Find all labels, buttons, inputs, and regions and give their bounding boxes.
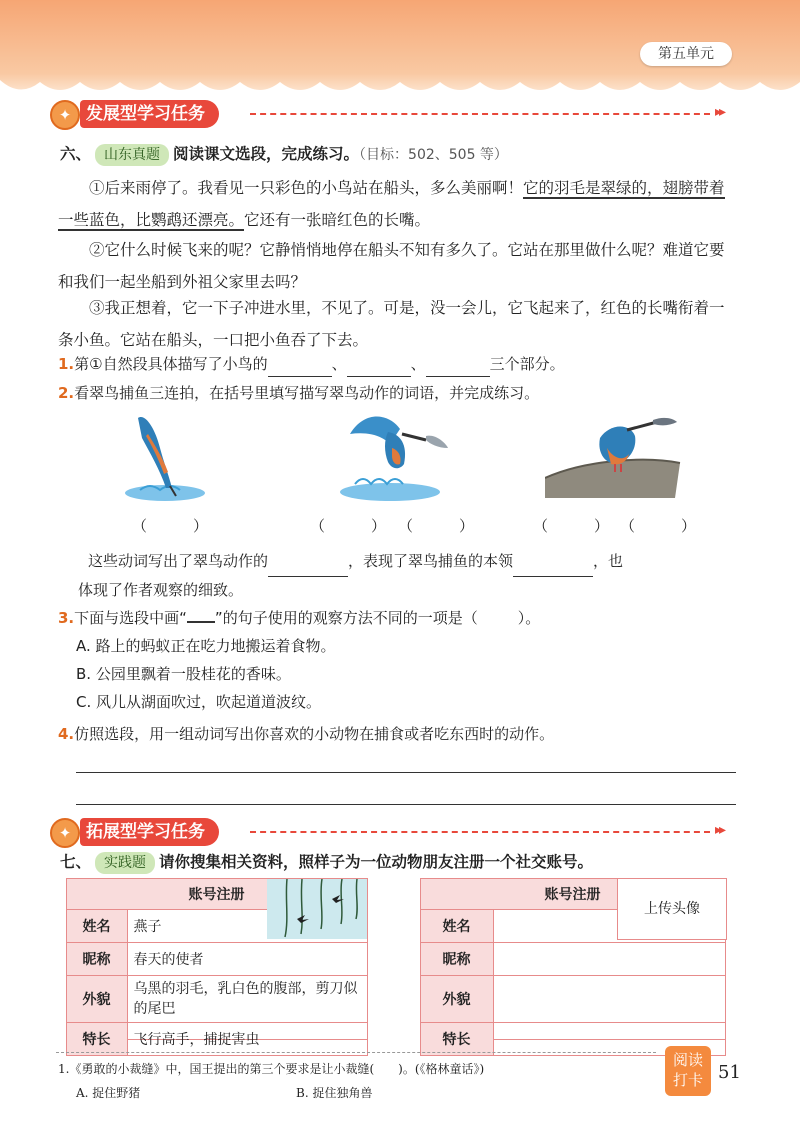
kingfisher-dive-illustration <box>120 408 210 503</box>
card1-label-appearance: 外貌 <box>66 975 127 1022</box>
q1-text-end: 三个部分。 <box>489 355 565 373</box>
q3-option-c[interactable]: C. 风儿从湖面吹过，吹起道道波纹。 <box>76 693 322 711</box>
unit-tag: 第五单元 <box>640 42 732 66</box>
sample-account-card <box>66 878 368 1048</box>
banner-dash-line <box>250 831 710 833</box>
underline-sample <box>187 621 215 623</box>
q7-heading <box>60 850 760 874</box>
banner-title: 拓展型学习任务 <box>80 818 219 846</box>
q3-number: 3. <box>58 609 75 627</box>
q6-target: （目标：502、505 等） <box>359 147 508 163</box>
q3 <box>58 606 758 630</box>
lightbulb-icon: ✦ <box>50 818 80 848</box>
header-scallop <box>0 70 800 100</box>
q6-tag: 山东真题 <box>95 144 169 166</box>
answer-paren-5[interactable] <box>620 515 696 536</box>
footer-option-a[interactable]: A. 捉住野猪 <box>76 1086 141 1100</box>
passage-p1 <box>58 172 738 236</box>
q3-text-b: ”的句子使用的观察方法不同的一项是（ <box>214 609 478 627</box>
q6-heading <box>60 142 760 166</box>
answer-paren-3[interactable] <box>398 515 474 536</box>
checkin-line-1: 阅读 <box>672 1051 703 1069</box>
q4 <box>58 722 758 746</box>
q1-number: 1. <box>58 355 75 373</box>
paren-open: （ <box>620 517 636 535</box>
blank-account-card <box>420 878 726 1048</box>
q1-blank-3[interactable] <box>426 352 490 377</box>
card1-title: 账号注册 <box>66 878 367 909</box>
kingfisher-catch-illustration <box>330 404 470 504</box>
paren-open: （ <box>132 517 148 535</box>
q2-number: 2. <box>58 384 75 402</box>
q6-instruction: 阅读课文选段，完成练习。 <box>173 145 360 163</box>
p1-text-a: ①后来雨停了。我看见一只彩色的小鸟站在船头，多么美丽啊！ <box>89 179 524 197</box>
banner-title: 发展型学习任务 <box>80 100 219 128</box>
q4-answer-line-1[interactable] <box>76 772 736 773</box>
card1-label-skill: 特长 <box>66 1022 127 1055</box>
q4-text: 仿照选段，用一组动词写出你喜欢的小动物在捕食或者吃东西时的动作。 <box>74 725 555 743</box>
checkin-line-2: 打卡 <box>672 1071 703 1089</box>
card2-label-skill: 特长 <box>420 1022 493 1055</box>
paren-open: （ <box>398 517 414 535</box>
q2 <box>58 381 758 405</box>
paren-close: ） <box>371 517 387 535</box>
card2-input-appearance[interactable] <box>493 975 725 1022</box>
q6-number: 六、 <box>60 145 92 163</box>
q2-fill-sentence <box>58 546 748 577</box>
paren-close: ） <box>459 517 475 535</box>
q2-fill-text-a: 这些动词写出了翠鸟动作的 <box>88 552 269 570</box>
passage-p2: ②它什么时候飞来的呢？它静悄悄地停在船头不知有多久了。它站在那里做什么呢？难道它要和我们一起坐船到外祖父家里去吗？ <box>58 241 725 291</box>
q3-option-a[interactable]: A. 路上的蚂蚁正在吃力地搬运着食物。 <box>76 637 336 655</box>
q2-blank-1[interactable] <box>268 546 348 577</box>
card2-label-appearance: 外貌 <box>420 975 493 1022</box>
paren-close: ） <box>594 517 610 535</box>
q4-answer-line-2[interactable] <box>76 804 736 805</box>
swallow-willow-picture <box>267 879 367 939</box>
q3-text-a: 下面与选段中画“ <box>74 609 187 627</box>
p1-text-d: 它还有一张暗红色的长嘴。 <box>244 211 431 229</box>
reading-checkin-badge[interactable] <box>665 1046 711 1096</box>
answer-paren-1[interactable] <box>132 515 208 536</box>
q2-fill-line2: 体现了作者观察的细致。 <box>78 581 244 599</box>
section-banner-develop <box>50 100 740 128</box>
q1-text: 第①自然段具体描写了小鸟的 <box>74 355 268 373</box>
q7-tag: 实践题 <box>95 852 155 874</box>
answer-paren-2[interactable] <box>310 515 386 536</box>
q3-option-b[interactable]: B. 公园里飘着一股桂花的香味。 <box>76 665 291 683</box>
card1-value-skill: 飞行高手，捕捉害虫 <box>127 1022 367 1055</box>
q1-blank-1[interactable] <box>268 352 332 377</box>
q1 <box>58 352 758 377</box>
paren-close: ） <box>193 517 209 535</box>
card2-input-nickname[interactable] <box>493 942 725 975</box>
paren-open: （ <box>533 517 549 535</box>
upload-avatar-box[interactable]: 上传头像 <box>617 878 727 940</box>
kingfisher-perch-illustration <box>545 408 685 500</box>
card1-value-nickname: 春天的使者 <box>127 942 367 975</box>
card2-title: 账号注册 <box>420 878 725 909</box>
p1-underlined-c: 翅膀带着一些蓝色，比鹦鹉还漂亮。 <box>58 179 725 229</box>
paren-open: （ <box>310 517 326 535</box>
footer-divider <box>56 1052 656 1053</box>
card1-value-appearance: 乌黑的羽毛，乳白色的腹部，剪刀似的尾巴 <box>127 975 367 1022</box>
q1-sep: 、 <box>410 355 426 373</box>
q4-number: 4. <box>58 725 75 743</box>
banner-dash-line <box>250 113 710 115</box>
q2-fill-text-b: ，表现了翠鸟捕鱼的本领 <box>348 552 514 570</box>
q2-blank-2[interactable] <box>513 546 593 577</box>
passage-p3: ③我正想着，它一下子冲进水里，不见了。可是，没一会儿，它飞起来了，红色的长嘴衔着一条小鱼。它站在船头，一口把小鱼吞了下去。 <box>58 299 725 349</box>
footer-question: 1.《勇敢的小裁缝》中，国王提出的第三个要求是让小裁缝( )。(《格林童话》) <box>58 1062 485 1076</box>
card1-value-name: 燕子 <box>127 909 367 942</box>
q7-instruction: 请你搜集相关资料，照样子为一位动物朋友注册一个社交账号。 <box>159 853 594 871</box>
card2-label-nickname: 昵称 <box>420 942 493 975</box>
paren-close: ） <box>681 517 697 535</box>
q2-fill-text-c: ，也 <box>593 552 624 570</box>
card1-label-nickname: 昵称 <box>66 942 127 975</box>
q3-text-c: ）。 <box>517 609 541 627</box>
double-arrow-icon: ▸▸ <box>715 104 724 120</box>
section-banner-expand <box>50 818 740 846</box>
double-arrow-icon: ▸▸ <box>715 822 724 838</box>
footer-option-b[interactable]: B. 捉住独角兽 <box>296 1086 373 1100</box>
page-number: 51 <box>718 1062 741 1083</box>
lightbulb-icon: ✦ <box>50 100 80 130</box>
card1-label-name: 姓名 <box>66 909 127 942</box>
answer-paren-4[interactable] <box>533 515 609 536</box>
p1-underlined-b: 它的羽毛是翠绿的， <box>523 179 663 197</box>
q1-blank-2[interactable] <box>347 352 411 377</box>
q2-text: 看翠鸟捕鱼三连拍，在括号里填写描写翠鸟动作的词语，并完成练习。 <box>74 384 540 402</box>
card2-label-name: 姓名 <box>420 909 493 942</box>
q7-number: 七、 <box>60 853 92 871</box>
q1-sep: 、 <box>331 355 347 373</box>
